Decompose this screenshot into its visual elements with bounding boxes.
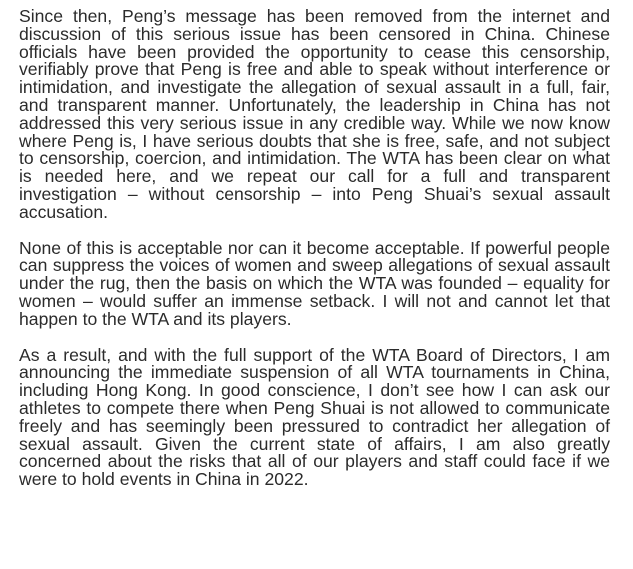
paragraph-censorship: Since then, Peng’s message has been removed from the internet and discussion of this serious issue has been censored in China. Chinese officials have been provided the opportunity to cease this censorship, verifiably prove that Peng is free and able to speak without interference or intimidation, and investigate the allegation of sexual assault in a full, fair, and transparent manner. Unfortunately, the leadership in China has not addressed this very serious issue in any credible way. While we now know where Peng is, I have serious doubts that she is free, safe, and not subject to censorship, coercion, and intimidation. The WTA has been clear on what is needed here, and we repeat our call for a full and transparent investigation – without censorship – into Peng Shuai’s sexual assault accusation.	[19, 6, 610, 222]
document-body	[19, 8, 610, 489]
paragraph-suspension: As a result, and with the full support of the WTA Board of Directors, I am announcing the immediate suspension of all WTA tournaments in China, including Hong Kong. In good conscience, I don’t see how I can ask our athletes to compete there when Peng Shuai is not allowed to communicate freely and has seemingly been pressured to contradict her allegation of sexual assault. Given the current state of affairs, I am also greatly concerned about the risks that all of our players and staff could face if we were to hold events in China in 2022.	[19, 344, 610, 490]
paragraph-unacceptable: None of this is acceptable nor can it become acceptable. If powerful people can suppress the voices of women and sweep allegations of sexual assault under the rug, then the basis on which the WTA was founded – equality for women – would suffer an immense setback. I will not and cannot let that happen to the WTA and its players.	[19, 237, 610, 329]
